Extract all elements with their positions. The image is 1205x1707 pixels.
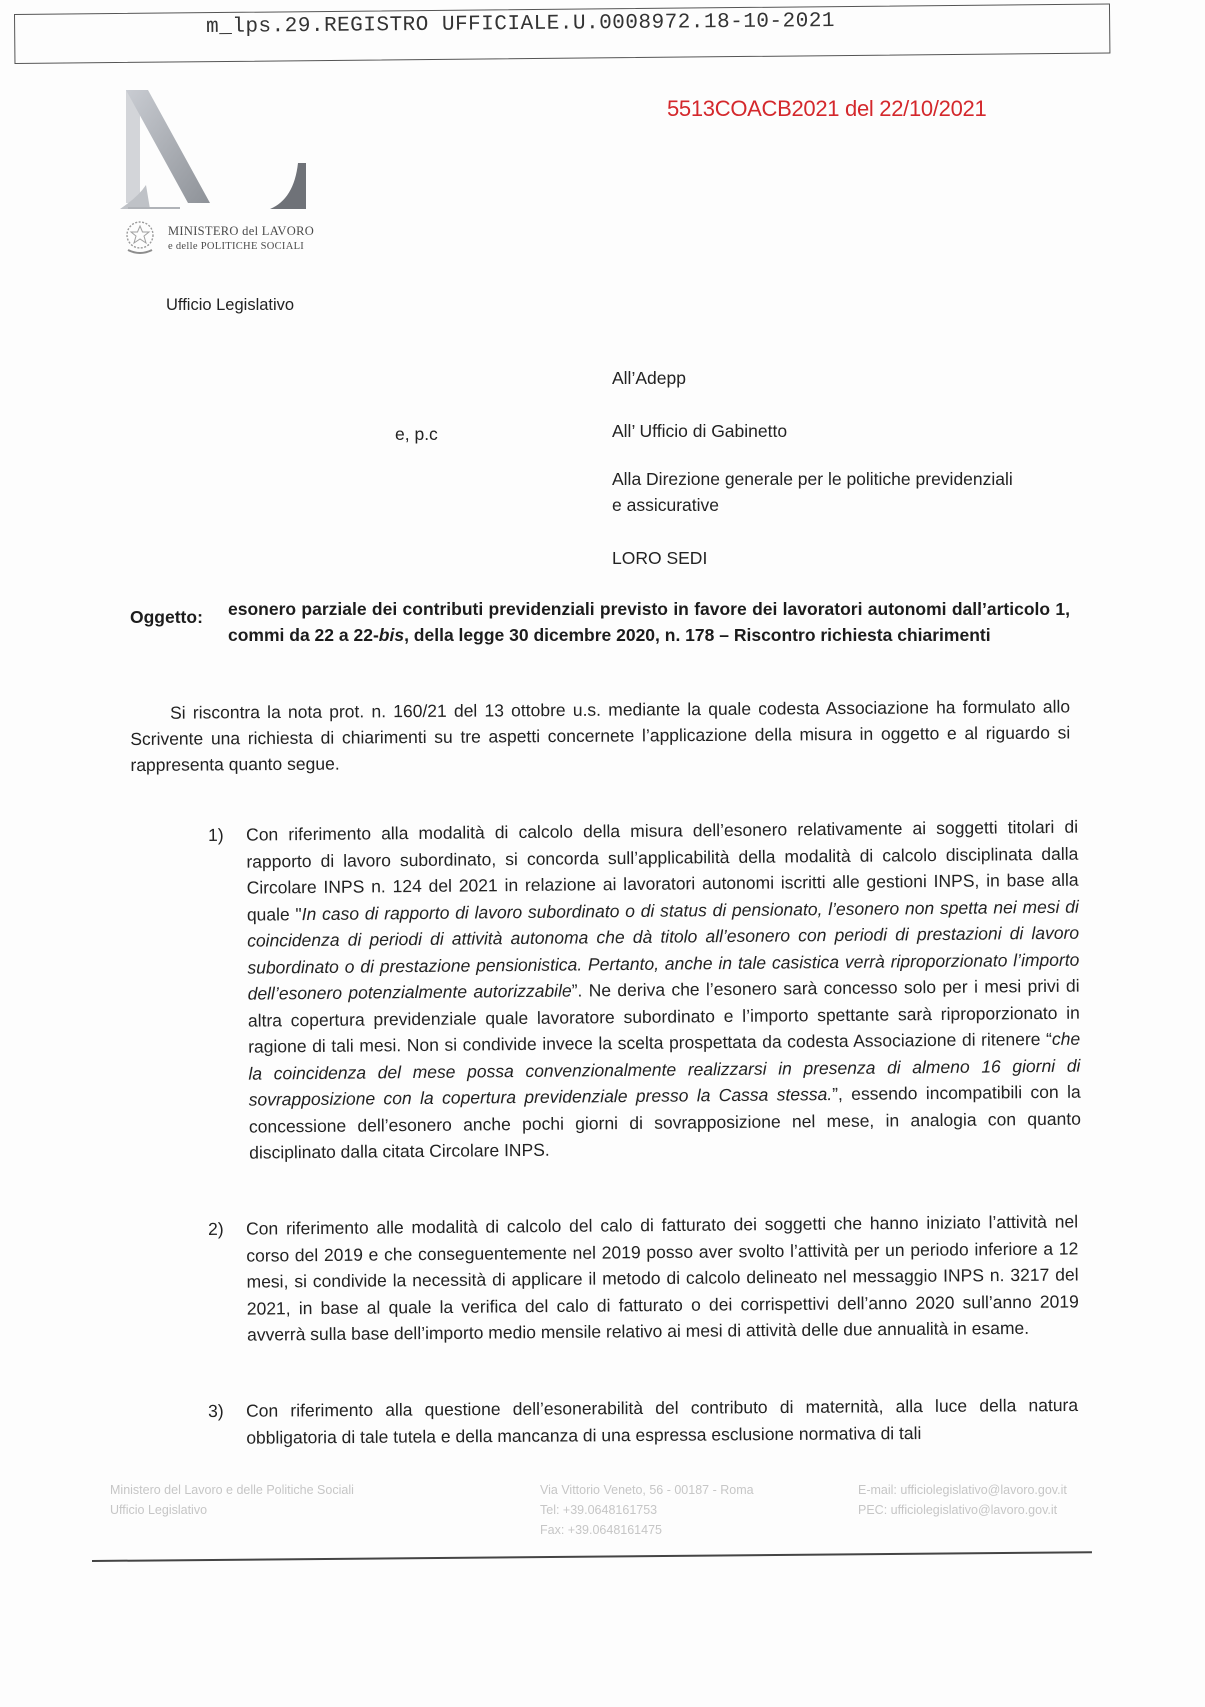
intro-paragraph: Si riscontra la nota prot. n. 160/21 del 13 ottobre u.s. mediante la quale codesta Associazione ha formulato allo Scrivente una richiesta di chiarimenti su tre aspetti concernete l’applicazione della misura in oggetto e al riguardo si rappresenta quanto segue. [130,696,1071,775]
subject-text-part2: , della legge 30 dicembre 2020, n. 178 – Riscontro richiesta chiarimenti [404,625,991,645]
ministry-name [168,223,314,255]
item-quote-1: In caso di rapporto di lavoro subordinato o di status di pensionato, l’esonero non spetta nei mesi di coincidenza di periodi di attività autonoma che dà titolo all’esonero con periodi di prestazioni di lavoro subordinato o di prestazione pensionistica. Pertanto, anche in tale casistica verrà riproporzionato l’importo dell’esonero potenzialmente autorizzabile [247,896,1080,1004]
italian-emblem-icon [122,218,158,256]
footer-office-name: Ufficio Legislativo [110,1503,208,1517]
list-item-text: Con riferimento alla questione dell’esonerabilità del contributo di maternità, alla luce della natura obbligatoria di tale tutela e della mancanza di una espressa esclusione normativa di tali [246,1394,1079,1448]
ministry-name-line1: MINISTERO del LAVORO [168,224,315,238]
reference-stamp: 5513COACB2021 del 22/10/2021 [667,96,987,121]
footer-address [540,1480,754,1540]
list-item-text: Con riferimento alle modalità di calcolo del calo di fatturato dei soggetti che hanno iniziato l’attività nel corso del 2019 e che conseguentemente nel 2019 posso aver svolto l’attività per un periodo inferiore a 12 mesi, si condivide la necessità di applicare il metodo di calcolo delineato nel messaggio INPS n. 3217 del 2021, in base al quale la verifica del calo di fatturato o dei corrispettivi dell’anno 2020 sull’anno 2019 avverrà sulla base dell’importo medio mensile relativo ai mesi di attività delle due annualità in esame. [246,1211,1079,1345]
addressee-cc-2: Alla Direzione generale per le politiche previdenziali [612,469,1013,489]
item-text-a: Con riferimento alla modalità di calcolo della misura dell’esonero relativamente ai soggetti titolari di rapporto di lavoro subordinato, si concorda sull’applicabilità della modalità di calcolo disciplinata dalla Circolare INPS n. 124 del 2021 in relazione ai lavoratori autonomi iscritti alle gestioni INPS, in base alla quale " [246,816,1079,925]
office-name: Ufficio Legislativo [166,296,295,314]
addressee-closing: LORO SEDI [612,548,708,568]
subject-text [228,596,1070,648]
subject-text-italic: bis [378,625,405,645]
list-item-number: 1) [208,824,224,845]
addressee-cc-3: e assicurative [612,495,719,515]
footer-pec: PEC: ufficiolegislativo@lavoro.gov.it [858,1503,1058,1517]
list-item [208,1208,1079,1345]
item-quote-2: che la coincidenza del mese possa convenzionalmente realizzarsi in presenza di almeno 16 giorni di sovrapposizione con la copertura previdenziale presso la Cassa stessa. [248,1028,1081,1110]
footer-fax: Fax: +39.0648161475 [540,1523,662,1537]
footer-email: E-mail: ufficiolegislativo@lavoro.gov.it [858,1483,1067,1497]
footer-contacts [858,1480,1067,1520]
footer-street: Via Vittorio Veneto, 56 - 00187 - Roma [540,1483,754,1497]
subject-label: Oggetto: [130,607,203,627]
item-text-b: ”. Ne deriva che l’esonero sarà concesso solo per i mesi privi di altra copertura previdenziale quale lavoratore subordinato e l’importo spettante sarà riproporzionato in ragione di tali mesi. Non si condivide invece la scelta prospettata da codesta Associazione di ritenere “ [247,975,1080,1057]
ministry-name-line2: e delle POLITICHE SOCIALI [168,241,305,252]
list-item-number: 2) [208,1218,224,1239]
list-item-number: 3) [208,1400,224,1421]
addressee-cc-1: All’ Ufficio di Gabinetto [612,421,788,441]
footer-ministry [110,1480,354,1520]
list-item [208,1392,1079,1448]
footer-divider [92,1551,1092,1561]
cc-label: e, p.c [395,424,438,444]
subject-text-part1: esonero parziale dei contributi previdenziali previsto in favore dei lavoratori autonomi dall’articolo 1, commi da 22 a 22- [228,599,1070,645]
ministry-m-logo-icon [120,85,340,215]
list-item-text [246,814,1081,1166]
item-text-c: ”, essendo incompatibili con la concessione dell’esonero anche pochi giorni di sovrapposizione nel mese, in analogia con quanto disciplinato dalla citata Circolare INPS. [248,1081,1081,1163]
footer-ministry-name: Ministero del Lavoro e delle Politiche Sociali [110,1483,354,1497]
protocol-stamp: m_lps.29.REGISTRO UFFICIALE.U.0008972.18-10-2021 [206,9,836,39]
addressee-primary: All’Adepp [612,368,686,388]
footer-phone: Tel: +39.0648161753 [540,1503,658,1517]
list-item [208,814,1081,1163]
